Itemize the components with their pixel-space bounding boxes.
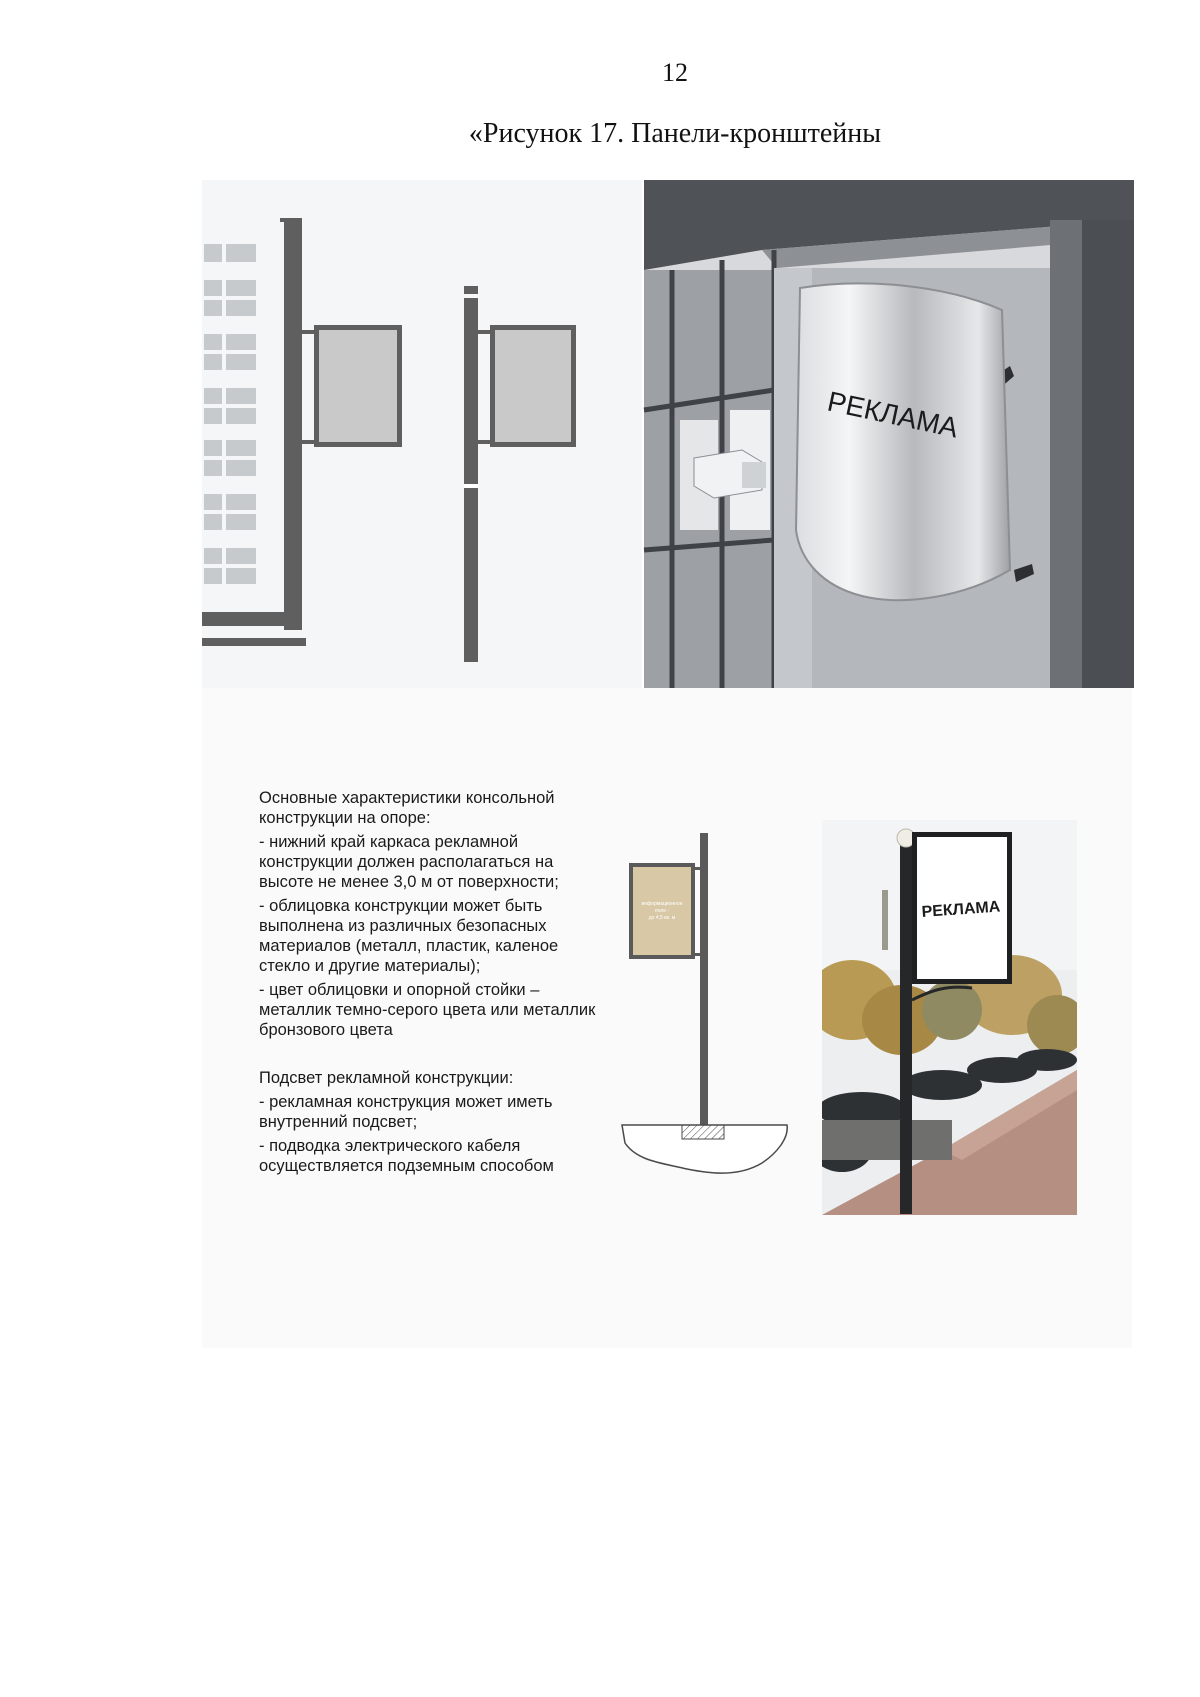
- wall-bracket-panel: [302, 325, 402, 447]
- sign-pole: [900, 844, 912, 1214]
- lighting-heading: Подсвет рекламной конструкции:: [259, 1069, 514, 1087]
- page-number: 12: [662, 58, 688, 87]
- street-sign-text: РЕКЛАМА: [921, 898, 1001, 921]
- street-sign-photo: [822, 820, 1077, 1215]
- figure-top: [202, 180, 1134, 688]
- concrete-base: [682, 1125, 724, 1139]
- panel-label-line: информационное: [641, 901, 683, 907]
- storefront-photo: [644, 180, 1134, 688]
- pole-console-drawing: [607, 833, 797, 1193]
- specifications-text: [259, 788, 599, 1180]
- pole: [700, 833, 708, 1133]
- figure-bottom: [202, 688, 1132, 1348]
- lighting-item: - подводка электрического кабеля осуществляется подземным способом: [259, 1137, 554, 1175]
- characteristics-heading: Основные характеристики консольной конструкции на опоре:: [259, 789, 555, 827]
- panel-label-line: до 4,5 кв. м: [648, 915, 676, 921]
- figure-caption: «Рисунок 17. Панели-кронштейны: [468, 118, 882, 149]
- bracket-panels-illustration: [202, 180, 1134, 688]
- characteristics-item: - облицовка конструкции может быть выполнена из различных безопасных материалов (металл, пластик, каленое стекло и другие материалы);: [259, 897, 559, 975]
- panel-label-line: поле -: [654, 908, 670, 914]
- lightbox-sign-text: РЕКЛАМА: [824, 385, 962, 444]
- curved-lightbox-sign: [796, 283, 1010, 600]
- characteristics-item: - цвет облицовки и опорной стойки – металлик темно-серого цвета или металлик бронзового цвета: [259, 981, 596, 1039]
- lighting-item: - рекламная конструкция может иметь внутренний подсвет;: [259, 1093, 553, 1131]
- characteristics-item: - нижний край каркаса рекламной конструкции должен располагаться на высоте не менее 3,0 м от поверхности;: [259, 833, 559, 891]
